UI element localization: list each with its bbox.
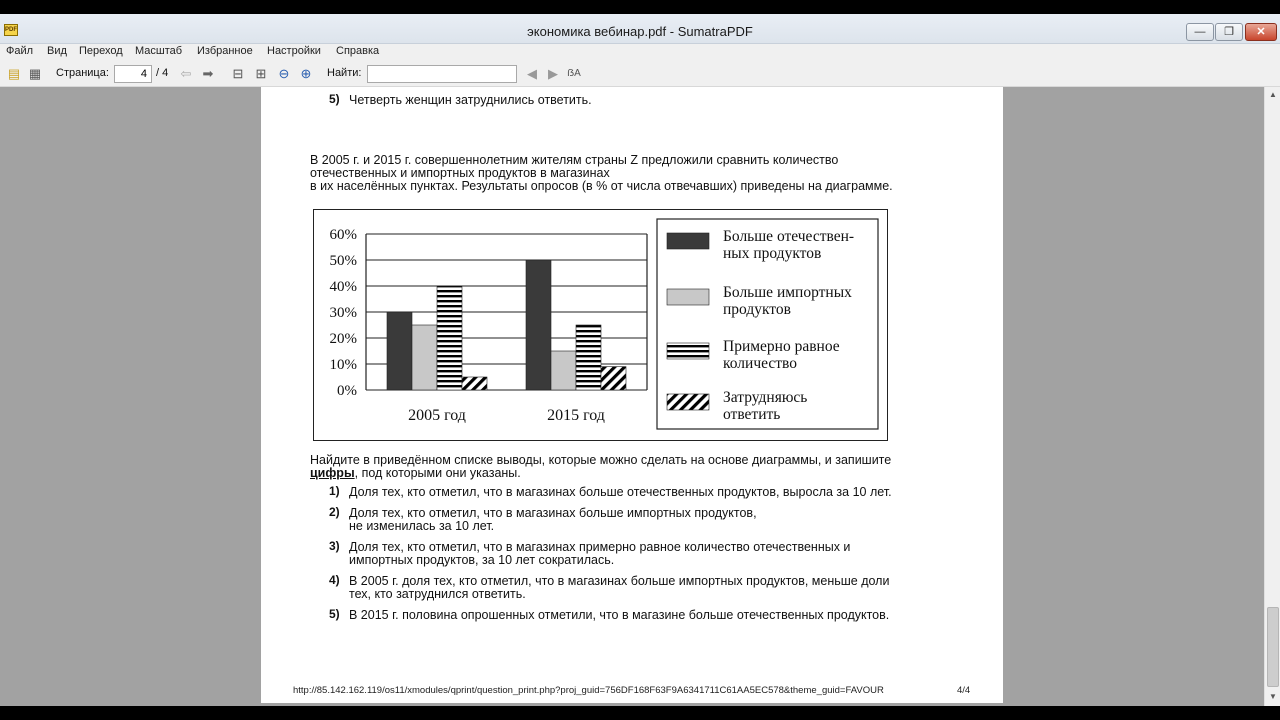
legend-label: ных продуктов [723,245,822,262]
y-tick-label: 60% [329,227,357,243]
y-tick-label: 50% [329,253,357,269]
window-title: экономика вебинар.pdf - SumatraPDF [527,24,753,39]
menu-help[interactable]: Справка [336,45,380,57]
scroll-down-arrow-icon[interactable]: ▼ [1269,692,1277,701]
menu-bar [0,44,1280,61]
fit-page-icon[interactable]: ⊟ [232,66,244,81]
footer-page-number: 4/4 [957,685,971,696]
option-2-number: 2) [329,505,340,519]
scroll-up-arrow-icon[interactable]: ▲ [1269,90,1277,99]
option-3-number: 3) [329,539,340,553]
option-5-text: В 2015 г. половина опрошенных отметили, что в магазине больше отечественных продуктов. [349,608,890,622]
chart-bars [387,260,626,390]
find-next-icon[interactable]: ▶ [548,66,558,81]
legend-label: ответить [723,406,781,423]
footer-url: http://85.142.162.119/os11/xmodules/qprint/question_print.php?proj_guid=756DF168F63F9A6341711C61AA5EC578&theme_guid=FAVOUR [293,685,884,696]
legend-label: количество [723,355,797,372]
fit-width-icon[interactable]: ⊞ [255,66,267,81]
y-tick-label: 10% [329,357,357,373]
option-4-number: 4) [329,573,340,587]
legend-label: Больше отечествен- [723,228,855,245]
intro-line-2: отечественных и импортных продуктов в магазинах [310,166,610,180]
option-4-text-line1: В 2005 г. доля тех, кто отметил, что в магазинах больше импортных продуктов, меньше доли [349,574,890,588]
bar [462,377,487,390]
legend-swatch [667,233,709,249]
pdf-page [261,87,1003,703]
legend-swatch [667,343,709,359]
minimize-button[interactable]: — [1186,23,1214,41]
app-window [0,14,1280,706]
print-icon[interactable]: ▦ [28,66,42,81]
menu-settings[interactable]: Настройки [267,45,321,57]
legend-swatch [667,394,709,410]
task-line-2 [310,467,521,480]
y-tick-label: 30% [329,305,357,321]
document-viewer[interactable] [0,87,1264,706]
title-bar[interactable] [0,14,1280,44]
task-bold-word: цифры [310,466,355,480]
find-label: Найти: [327,67,362,79]
bar [387,312,412,390]
intro-line-3: в их населённых пунктах. Результаты опросов (в % от числа отвечавших) приведены на диаграмме. [310,179,893,193]
option-1-text: Доля тех, кто отметил, что в магазинах больше отечественных продуктов, выросла за 10 лет. [349,485,892,499]
chart-legend [657,219,878,429]
menu-go[interactable]: Переход [79,45,123,57]
bar [437,286,462,390]
page-label: Страница: [56,67,109,79]
bar [576,325,601,390]
option-1-number: 1) [329,484,340,498]
legend-label: Примерно равное [723,338,840,355]
menu-file[interactable]: Файл [6,45,34,57]
restore-button[interactable]: ❐ [1215,23,1243,41]
task-line-1: Найдите в приведённом списке выводы, которые можно сделать на основе диаграммы, и запишите [310,453,892,467]
bar [601,367,626,390]
legend-label: Затрудняюсь [723,389,808,406]
legend-label: Больше импортных [723,284,852,301]
prev-page-icon[interactable]: ⇦ [180,66,192,81]
bar-chart [314,210,886,439]
option-4-text-line2: тех, кто затруднился ответить. [349,587,526,601]
menu-view[interactable]: Вид [47,45,67,57]
zoom-out-icon[interactable]: ⊖ [278,66,290,81]
legend-label: продуктов [723,301,791,318]
find-prev-icon[interactable]: ◀ [527,66,537,81]
option-2-text-line1: Доля тех, кто отметил, что в магазинах больше импортных продуктов, [349,506,757,520]
match-case-icon[interactable]: ẞA [567,68,581,79]
legend-swatch [667,289,709,305]
scrollbar-thumb[interactable] [1267,607,1279,687]
menu-favorites[interactable]: Избранное [197,45,253,57]
next-page-icon[interactable]: ➡ [202,66,214,81]
option-3-text-line1: Доля тех, кто отметил, что в магазинах примерно равное количество отечественных и [349,540,851,554]
zoom-in-icon[interactable]: ⊕ [300,66,312,81]
page-number-input[interactable] [114,65,152,83]
find-input[interactable] [367,65,517,83]
bar [526,260,551,390]
option-5-number: 5) [329,607,340,621]
menu-zoom[interactable]: Масштаб [135,45,183,57]
y-tick-label: 0% [337,383,357,399]
y-tick-label: 20% [329,331,357,347]
intro-line-1: В 2005 г. и 2015 г. совершеннолетним жителям страны Z предложили сравнить количество [310,153,839,167]
prev-option-text: Четверть женщин затруднились ответить. [349,93,592,107]
bar [551,351,576,390]
option-2-text-line2: не изменилась за 10 лет. [349,519,495,533]
x-tick-label: 2015 год [547,407,605,424]
open-folder-icon[interactable]: ▤ [7,66,21,81]
x-tick-label: 2005 год [408,407,466,424]
task-line-2-rest: , под которыми они указаны. [354,466,521,480]
y-tick-label: 40% [329,279,357,295]
option-3-text-line2: импортных продуктов, за 10 лет сократилась. [349,553,615,567]
bar [412,325,437,390]
vertical-scrollbar[interactable] [1264,87,1280,706]
close-button[interactable]: ✕ [1245,23,1277,41]
page-total: / 4 [156,67,169,79]
toolbar [0,61,1280,87]
chart-frame [313,209,888,441]
prev-option-number: 5) [329,92,340,106]
sumatra-app-icon[interactable]: PDF [4,24,18,36]
